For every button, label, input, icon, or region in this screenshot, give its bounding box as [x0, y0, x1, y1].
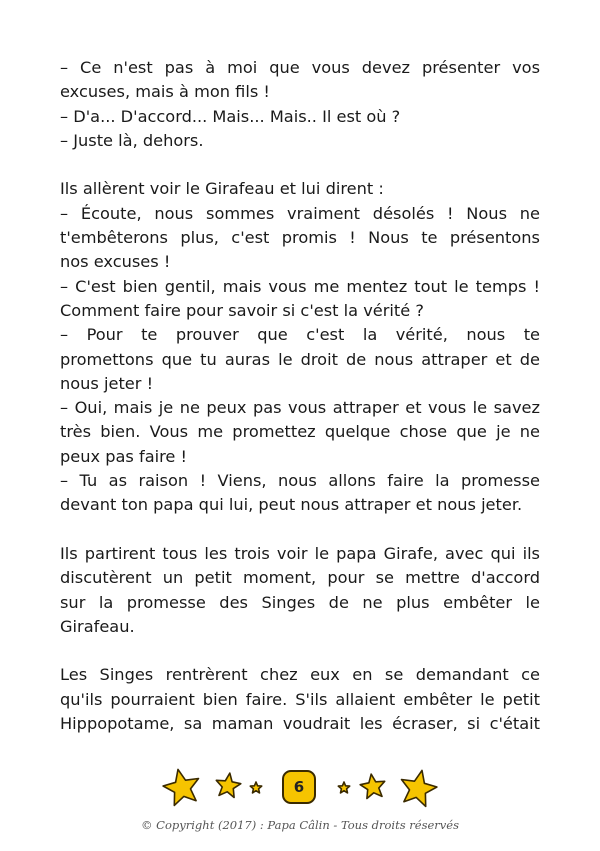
page-number: 6: [293, 778, 305, 796]
paragraph: [60, 177, 540, 517]
text-line: nos excuses !: [60, 252, 171, 272]
text-line: sur la promesse des Singes de ne plus embêter le: [60, 592, 540, 612]
text-line: discutèrent un petit moment, pour se mettre d'accord: [60, 568, 540, 588]
text-line: Ils partirent tous les trois voir le papa Girafe, avec qui ils: [60, 543, 540, 563]
paragraph: [60, 56, 540, 153]
text-line: – Ce n'est pas à moi que vous devez présenter vos: [60, 58, 540, 77]
copyright-notice: © Copyright (2017) : Papa Câlin - Tous droits réservés: [141, 818, 459, 832]
story-text: [60, 56, 540, 761]
text-line: – Juste là, dehors.: [60, 130, 204, 150]
text-line: – Pour te prouver que c'est la vérité, nous te: [60, 325, 540, 345]
text-line: Les Singes rentrèrent chez eux en se demandant ce: [60, 665, 540, 685]
page-footer: [0, 768, 600, 838]
star-icon: [250, 782, 261, 793]
text-line: nous jeter !: [60, 373, 154, 393]
text-line: Ils allèrent voir le Girafeau et lui dirent :: [60, 179, 384, 199]
text-line: – Tu as raison ! Viens, nous allons faire la promesse: [60, 471, 540, 491]
text-line: – C'est bien gentil, mais vous me mentez tout le temps !: [60, 276, 540, 296]
text-line: Hippopotame, sa maman voudrait les écraser, si c'était: [60, 714, 540, 734]
page-number-badge: [282, 770, 316, 804]
text-line: – Écoute, nous sommes vraiment désolés ! Nous ne: [60, 203, 540, 223]
text-line: très bien. Vous me promettez quelque chose que je ne: [60, 422, 540, 442]
paragraph: [60, 663, 540, 736]
star-icon: [216, 773, 241, 797]
text-line: qu'ils pourraient bien faire. S'ils allaient embêter le petit: [60, 689, 540, 709]
text-line: t'embêterons plus, c'est promis ! Nous te présentons: [60, 228, 540, 248]
text-line: devant ton papa qui lui, peut nous attraper et nous jeter.: [60, 495, 523, 515]
star-icon: [163, 769, 198, 805]
text-line: Comment faire pour savoir si c'est la vérité ?: [60, 300, 424, 320]
paragraph: [60, 542, 540, 639]
text-line: peux pas faire !: [60, 446, 188, 466]
star-icon: [360, 774, 385, 798]
text-line: – Oui, mais je ne peux pas vous attraper et vous le savez: [60, 398, 540, 418]
text-line: – D'a... D'accord... Mais... Mais.. Il est où ?: [60, 106, 401, 126]
text-line: Girafeau.: [60, 616, 135, 636]
text-line: excuses, mais à mon fils !: [60, 82, 270, 102]
star-icon: [402, 770, 437, 806]
text-line: promettons que tu auras le droit de nous attraper et de: [60, 349, 540, 369]
star-icon: [338, 782, 349, 793]
